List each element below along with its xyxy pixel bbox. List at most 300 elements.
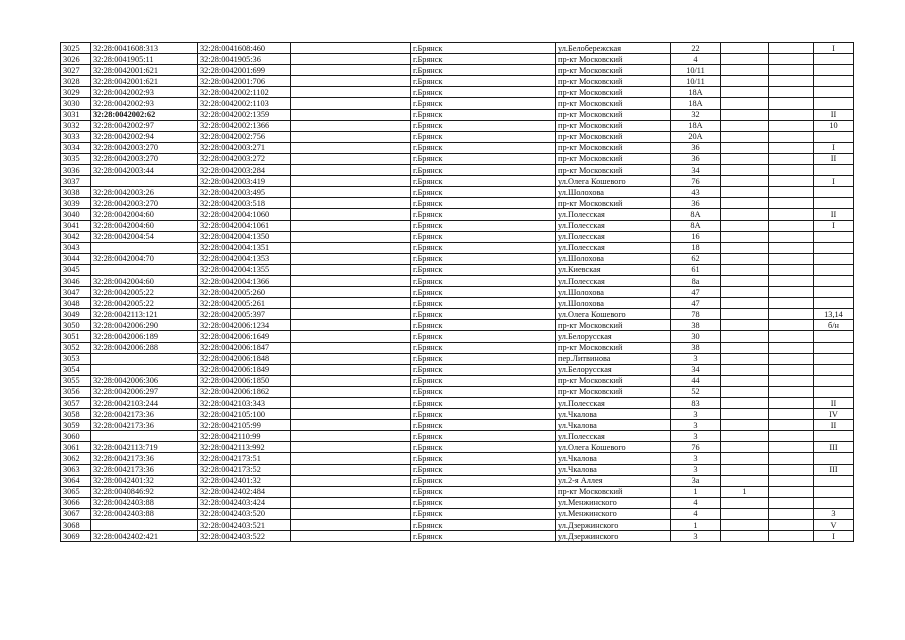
note-cell [814, 54, 854, 65]
house-number-cell: 4 [671, 497, 721, 508]
city-cell: г.Брянск [411, 287, 556, 298]
extra-cell [721, 431, 769, 442]
row-number: 3055 [61, 375, 91, 386]
cadastral-number-parcel: 32:28:0042173:36 [91, 464, 198, 475]
cadastral-number-object: 32:28:0042004:1350 [198, 231, 291, 242]
cadastral-number-parcel: 32:28:0042004:60 [91, 275, 198, 286]
city-cell: г.Брянск [411, 298, 556, 309]
table-row [61, 65, 854, 76]
extra-cell [721, 386, 769, 397]
street-cell: ул.Шолохова [556, 287, 671, 298]
note-cell: I [814, 531, 854, 542]
note-cell [814, 165, 854, 176]
city-cell: г.Брянск [411, 342, 556, 353]
extra-cell [721, 309, 769, 320]
empty-cell [291, 209, 411, 220]
house-number-cell: 34 [671, 364, 721, 375]
note-cell [814, 353, 854, 364]
street-cell: пр-кт Московский [556, 120, 671, 131]
street-cell: ул.Полесская [556, 275, 671, 286]
empty-cell [291, 187, 411, 198]
city-cell: г.Брянск [411, 120, 556, 131]
table-row [61, 131, 854, 142]
cadastral-number-parcel: 32:28:0042401:32 [91, 475, 198, 486]
extra-cell [769, 409, 814, 420]
empty-cell [291, 275, 411, 286]
table-row [61, 231, 854, 242]
note-cell: II [814, 153, 854, 164]
house-number-cell: 18 [671, 242, 721, 253]
cadastral-number-parcel: 32:28:0042403:88 [91, 497, 198, 508]
house-number-cell: 10/11 [671, 76, 721, 87]
row-number: 3038 [61, 187, 91, 198]
cadastral-number-object: 32:28:0042103:343 [198, 398, 291, 409]
house-number-cell: 36 [671, 142, 721, 153]
cadastral-number-object: 32:28:0042002:1103 [198, 98, 291, 109]
city-cell: г.Брянск [411, 264, 556, 275]
table-row [61, 431, 854, 442]
note-cell [814, 198, 854, 209]
cadastral-number-object: 32:28:0042113:992 [198, 442, 291, 453]
row-number: 3054 [61, 364, 91, 375]
note-cell [814, 87, 854, 98]
extra-cell [769, 65, 814, 76]
empty-cell [291, 109, 411, 120]
street-cell: ул.Менжинского [556, 508, 671, 519]
cadastral-number-object: 32:28:0042001:699 [198, 65, 291, 76]
city-cell: г.Брянск [411, 531, 556, 542]
cadastral-number-parcel: 32:28:0042004:54 [91, 231, 198, 242]
cadastral-number-parcel [91, 264, 198, 275]
empty-cell [291, 398, 411, 409]
extra-cell [769, 209, 814, 220]
table-row [61, 142, 854, 153]
house-number-cell: 3 [671, 353, 721, 364]
city-cell: г.Брянск [411, 475, 556, 486]
cadastral-number-object: 32:28:0042005:397 [198, 309, 291, 320]
house-number-cell: 22 [671, 43, 721, 54]
table-row [61, 364, 854, 375]
row-number: 3057 [61, 398, 91, 409]
cadastral-number-parcel: 32:28:0042005:22 [91, 287, 198, 298]
house-number-cell: 3а [671, 475, 721, 486]
extra-cell [721, 43, 769, 54]
note-cell: II [814, 398, 854, 409]
street-cell: ул.Полесская [556, 431, 671, 442]
row-number: 3069 [61, 531, 91, 542]
empty-cell [291, 298, 411, 309]
cadastral-number-object: 32:28:0042006:1848 [198, 353, 291, 364]
cadastral-number-parcel: 32:28:0042173:36 [91, 453, 198, 464]
street-cell: пр-кт Московский [556, 198, 671, 209]
house-number-cell: 83 [671, 398, 721, 409]
cadastral-number-object: 32:28:0042004:1060 [198, 209, 291, 220]
empty-cell [291, 43, 411, 54]
row-number: 3062 [61, 453, 91, 464]
empty-cell [291, 76, 411, 87]
table-row [61, 386, 854, 397]
extra-cell [721, 165, 769, 176]
city-cell: г.Брянск [411, 142, 556, 153]
table-row [61, 353, 854, 364]
table-row [61, 331, 854, 342]
cadastral-number-object: 32:28:0042403:522 [198, 531, 291, 542]
house-number-cell: 1 [671, 486, 721, 497]
table-row [61, 420, 854, 431]
cadastral-number-parcel: 32:28:0042006:306 [91, 375, 198, 386]
extra-cell [721, 508, 769, 519]
city-cell: г.Брянск [411, 131, 556, 142]
table-row [61, 409, 854, 420]
empty-cell [291, 320, 411, 331]
table-row [61, 497, 854, 508]
extra-cell [769, 342, 814, 353]
extra-cell [721, 153, 769, 164]
row-number: 3025 [61, 43, 91, 54]
street-cell: ул.Шолохова [556, 187, 671, 198]
cadastral-number-object: 32:28:0042402:484 [198, 486, 291, 497]
table-row [61, 398, 854, 409]
cadastral-number-parcel: 32:28:0041905:11 [91, 54, 198, 65]
empty-cell [291, 375, 411, 386]
row-number: 3058 [61, 409, 91, 420]
extra-cell [721, 275, 769, 286]
table-row [61, 54, 854, 65]
city-cell: г.Брянск [411, 398, 556, 409]
cadastral-number-object: 32:28:0042401:32 [198, 475, 291, 486]
cadastral-number-object: 32:28:0042006:1649 [198, 331, 291, 342]
street-cell: ул.Олега Кошевого [556, 442, 671, 453]
row-number: 3035 [61, 153, 91, 164]
table-row [61, 442, 854, 453]
empty-cell [291, 98, 411, 109]
street-cell: пр-кт Московский [556, 342, 671, 353]
extra-cell [769, 486, 814, 497]
street-cell: пр-кт Московский [556, 109, 671, 120]
extra-cell [721, 109, 769, 120]
city-cell: г.Брянск [411, 386, 556, 397]
house-number-cell: 32 [671, 109, 721, 120]
street-cell: ул.Белобережская [556, 43, 671, 54]
street-cell: пр-кт Московский [556, 131, 671, 142]
row-number: 3044 [61, 253, 91, 264]
extra-cell [721, 497, 769, 508]
street-cell: пер.Литвинова [556, 353, 671, 364]
street-cell: ул.Олега Кошевого [556, 309, 671, 320]
row-number: 3052 [61, 342, 91, 353]
house-number-cell: 8А [671, 220, 721, 231]
note-cell [814, 375, 854, 386]
cadastral-number-object: 32:28:0042002:756 [198, 131, 291, 142]
house-number-cell: 3 [671, 464, 721, 475]
cadastral-number-parcel: 32:28:0042173:36 [91, 420, 198, 431]
row-number: 3064 [61, 475, 91, 486]
cadastral-number-object: 32:28:0042006:1850 [198, 375, 291, 386]
note-cell: III [814, 442, 854, 453]
cadastral-number-parcel: 32:28:0042006:290 [91, 320, 198, 331]
row-number: 3036 [61, 165, 91, 176]
empty-cell [291, 253, 411, 264]
empty-cell [291, 54, 411, 65]
row-number: 3033 [61, 131, 91, 142]
extra-cell [721, 231, 769, 242]
extra-cell [769, 153, 814, 164]
house-number-cell: 47 [671, 298, 721, 309]
city-cell: г.Брянск [411, 176, 556, 187]
street-cell: ул.Полесская [556, 220, 671, 231]
row-number: 3026 [61, 54, 91, 65]
city-cell: г.Брянск [411, 109, 556, 120]
cadastral-number-parcel [91, 431, 198, 442]
city-cell: г.Брянск [411, 375, 556, 386]
house-number-cell: 52 [671, 386, 721, 397]
cadastral-number-parcel: 32:28:0042003:44 [91, 165, 198, 176]
note-cell [814, 453, 854, 464]
house-number-cell: 62 [671, 253, 721, 264]
row-number: 3047 [61, 287, 91, 298]
street-cell: пр-кт Московский [556, 165, 671, 176]
extra-cell [721, 253, 769, 264]
table-row [61, 165, 854, 176]
cadastral-number-object: 32:28:0042403:424 [198, 497, 291, 508]
extra-cell [721, 353, 769, 364]
cadastral-number-object: 32:28:0042004:1355 [198, 264, 291, 275]
extra-cell [721, 65, 769, 76]
row-number: 3048 [61, 298, 91, 309]
house-number-cell: 78 [671, 309, 721, 320]
street-cell: ул.Белорусская [556, 364, 671, 375]
empty-cell [291, 165, 411, 176]
table-row [61, 508, 854, 519]
city-cell: г.Брянск [411, 431, 556, 442]
street-cell: пр-кт Московский [556, 65, 671, 76]
city-cell: г.Брянск [411, 65, 556, 76]
extra-cell [721, 520, 769, 531]
extra-cell [769, 220, 814, 231]
empty-cell [291, 242, 411, 253]
extra-cell [721, 331, 769, 342]
extra-cell [769, 87, 814, 98]
cadastral-number-parcel: 32:28:0042402:421 [91, 531, 198, 542]
cadastral-number-parcel: 32:28:0042006:297 [91, 386, 198, 397]
extra-cell: 1 [721, 486, 769, 497]
cadastral-number-parcel: 32:28:0042002:93 [91, 87, 198, 98]
row-number: 3053 [61, 353, 91, 364]
note-cell [814, 187, 854, 198]
extra-cell [721, 209, 769, 220]
row-number: 3060 [61, 431, 91, 442]
street-cell: ул.Чкалова [556, 453, 671, 464]
house-number-cell: 36 [671, 198, 721, 209]
city-cell: г.Брянск [411, 420, 556, 431]
city-cell: г.Брянск [411, 520, 556, 531]
note-cell [814, 287, 854, 298]
extra-cell [721, 531, 769, 542]
street-cell: ул.Шолохова [556, 253, 671, 264]
street-cell: ул.Белорусская [556, 331, 671, 342]
table-row [61, 220, 854, 231]
extra-cell [721, 375, 769, 386]
cadastral-number-object: 32:28:0042006:1234 [198, 320, 291, 331]
extra-cell [769, 375, 814, 386]
extra-cell [769, 531, 814, 542]
extra-cell [769, 43, 814, 54]
empty-cell [291, 198, 411, 209]
extra-cell [769, 464, 814, 475]
city-cell: г.Брянск [411, 242, 556, 253]
cadastral-number-parcel [91, 364, 198, 375]
house-number-cell: 3 [671, 453, 721, 464]
house-number-cell: 4 [671, 508, 721, 519]
street-cell: ул.Шолохова [556, 298, 671, 309]
note-cell: 13,14 [814, 309, 854, 320]
extra-cell [769, 287, 814, 298]
extra-cell [769, 142, 814, 153]
extra-cell [769, 165, 814, 176]
note-cell: II [814, 209, 854, 220]
street-cell: ул.Полесская [556, 209, 671, 220]
table-row [61, 98, 854, 109]
cadastral-number-parcel: 32:28:0042403:88 [91, 508, 198, 519]
extra-cell [769, 298, 814, 309]
cadastral-number-object: 32:28:0042004:1061 [198, 220, 291, 231]
street-cell: ул.2-я Аллея [556, 475, 671, 486]
empty-cell [291, 386, 411, 397]
note-cell [814, 431, 854, 442]
table-row [61, 176, 854, 187]
table-row [61, 198, 854, 209]
extra-cell [721, 98, 769, 109]
note-cell: V [814, 520, 854, 531]
extra-cell [721, 320, 769, 331]
cadastral-number-object: 32:28:0042006:1847 [198, 342, 291, 353]
cadastral-number-parcel: 32:28:0042004:60 [91, 209, 198, 220]
row-number: 3056 [61, 386, 91, 397]
empty-cell [291, 409, 411, 420]
extra-cell [721, 54, 769, 65]
city-cell: г.Брянск [411, 76, 556, 87]
row-number: 3049 [61, 309, 91, 320]
street-cell: пр-кт Московский [556, 98, 671, 109]
extra-cell [769, 120, 814, 131]
row-number: 3068 [61, 520, 91, 531]
city-cell: г.Брянск [411, 309, 556, 320]
city-cell: г.Брянск [411, 165, 556, 176]
extra-cell [769, 398, 814, 409]
extra-cell [721, 475, 769, 486]
cadastral-number-parcel: 32:28:0042001:621 [91, 76, 198, 87]
row-number: 3037 [61, 176, 91, 187]
extra-cell [769, 309, 814, 320]
city-cell: г.Брянск [411, 54, 556, 65]
empty-cell [291, 497, 411, 508]
cadastral-number-object: 32:28:0042003:495 [198, 187, 291, 198]
empty-cell [291, 453, 411, 464]
note-cell [814, 486, 854, 497]
table-row [61, 187, 854, 198]
city-cell: г.Брянск [411, 187, 556, 198]
note-cell: I [814, 142, 854, 153]
note-cell: I [814, 43, 854, 54]
extra-cell [769, 420, 814, 431]
extra-cell [721, 464, 769, 475]
cadastral-number-object: 32:28:0042003:419 [198, 176, 291, 187]
extra-cell [721, 398, 769, 409]
city-cell: г.Брянск [411, 153, 556, 164]
extra-cell [769, 176, 814, 187]
table-row [61, 342, 854, 353]
city-cell: г.Брянск [411, 464, 556, 475]
row-number: 3042 [61, 231, 91, 242]
city-cell: г.Брянск [411, 442, 556, 453]
house-number-cell: 76 [671, 176, 721, 187]
house-number-cell: 1 [671, 520, 721, 531]
cadastral-number-parcel [91, 242, 198, 253]
street-cell: ул.Полесская [556, 398, 671, 409]
extra-cell [721, 420, 769, 431]
extra-cell [769, 253, 814, 264]
empty-cell [291, 87, 411, 98]
cadastral-number-parcel: 32:28:0042003:26 [91, 187, 198, 198]
city-cell: г.Брянск [411, 409, 556, 420]
extra-cell [769, 353, 814, 364]
note-cell: II [814, 109, 854, 120]
street-cell: ул.Киевская [556, 264, 671, 275]
cadastral-number-object: 32:28:0042006:1849 [198, 364, 291, 375]
house-number-cell: 43 [671, 187, 721, 198]
street-cell: пр-кт Московский [556, 76, 671, 87]
extra-cell [769, 497, 814, 508]
house-number-cell: 47 [671, 287, 721, 298]
note-cell [814, 386, 854, 397]
extra-cell [721, 176, 769, 187]
table-row [61, 264, 854, 275]
cadastral-number-object: 32:28:0042002:1102 [198, 87, 291, 98]
street-cell: пр-кт Московский [556, 87, 671, 98]
note-cell [814, 98, 854, 109]
street-cell: пр-кт Московский [556, 486, 671, 497]
city-cell: г.Брянск [411, 364, 556, 375]
empty-cell [291, 364, 411, 375]
empty-cell [291, 120, 411, 131]
note-cell [814, 131, 854, 142]
row-number: 3028 [61, 76, 91, 87]
extra-cell [721, 442, 769, 453]
city-cell: г.Брянск [411, 198, 556, 209]
note-cell: б/н [814, 320, 854, 331]
extra-cell [769, 54, 814, 65]
cadastral-number-parcel: 32:28:0042003:270 [91, 153, 198, 164]
row-number: 3050 [61, 320, 91, 331]
table-row [61, 109, 854, 120]
note-cell [814, 275, 854, 286]
note-cell [814, 231, 854, 242]
extra-cell [769, 508, 814, 519]
cadastral-number-parcel: 32:28:0042006:288 [91, 342, 198, 353]
extra-cell [721, 298, 769, 309]
cadastral-number-object: 32:28:0042002:1359 [198, 109, 291, 120]
house-number-cell: 30 [671, 331, 721, 342]
house-number-cell: 8а [671, 275, 721, 286]
house-number-cell: 36 [671, 153, 721, 164]
registry-table [60, 42, 854, 542]
house-number-cell: 18А [671, 120, 721, 131]
row-number: 3027 [61, 65, 91, 76]
note-cell: 10 [814, 120, 854, 131]
note-cell [814, 364, 854, 375]
city-cell: г.Брянск [411, 353, 556, 364]
extra-cell [721, 220, 769, 231]
